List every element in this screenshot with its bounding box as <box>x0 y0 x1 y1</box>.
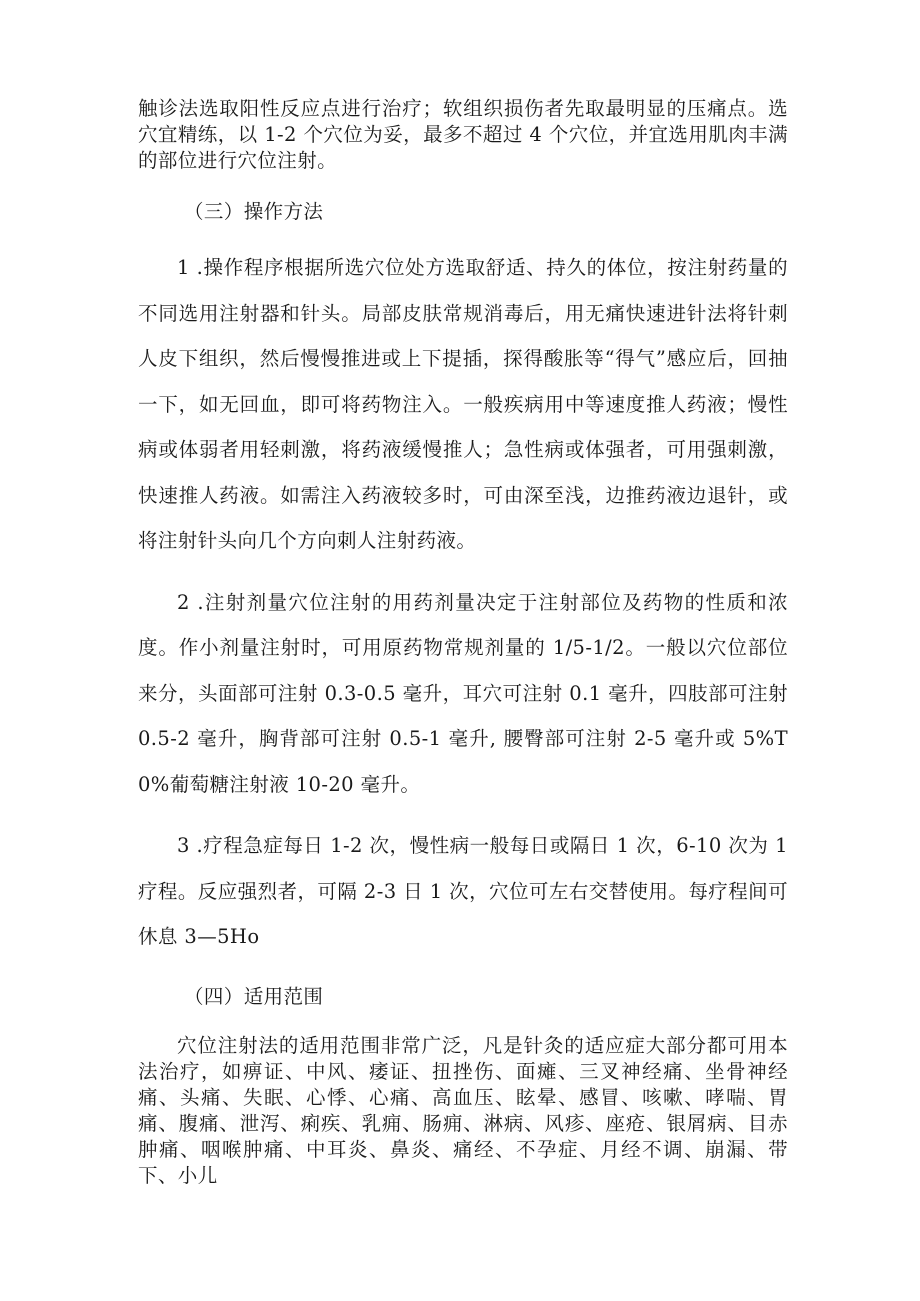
step-2-paragraph: 2 .注射剂量穴位注射的用药剂量决定于注射部位及药物的性质和浓度。作小剂量注射时，可用原药物常规剂量的 1/5-1/2。一般以穴位部位来分，头面部可注射 0.3-0.5 毫升，耳穴可注射 0.1 毫升，四肢部可注射 0.5-2 毫升，胸背部可注射 0.5-1 毫升, 腰臀部可注射 2-5 毫升或 5%T0%葡萄糖注射液 10-20 毫升。 <box>138 590 788 796</box>
step-3-paragraph: 3 .疗程急症每日 1-2 次，慢性病一般每日或隔日 1 次，6-10 次为 1 疗程。反应强烈者，可隔 2-3 日 1 次，穴位可左右交替使用。每疗程间可休息 3—5Ho <box>138 834 788 948</box>
scope-paragraph: 穴位注射法的适用范围非常广泛，凡是针灸的适应症大部分都可用本法治疗，如痹证、中风、痿证、扭挫伤、面瘫、三叉神经痛、坐骨神经痛、头痛、失眠、心悸、心痛、高血压、眩晕、感冒、咳嗽、哮喘、胃痛、腹痛、泄泻、痢疾、乳痈、肠痈、淋病、风疹、座疮、银屑病、目赤肿痛、咽喉肿痛、中耳炎、鼻炎、痛经、不孕症、月经不调、崩漏、带下、小儿 <box>138 1033 788 1187</box>
step-1-paragraph: 1 .操作程序根据所选穴位处方选取舒适、持久的体位，按注射药量的不同选用注射器和针头。局部皮肤常规消毒后，用无痛快速进针法将针刺人皮下组织，然后慢慢推进或上下提插，探得酸胀等“得气”感应后，回抽一下，如无回血，即可将药物注入。一般疾病用中等速度推人药液；慢性病或体弱者用轻刺激，将药液缓慢推人；急性病或体强者，可用强刺激，快速推人药液。如需注入药液较多时，可由深至浅，边推药液边退针，或将注射针头向几个方向刺人注射药液。 <box>138 256 788 552</box>
section-heading-operation-method: （三）操作方法 <box>184 200 324 223</box>
intro-paragraph: 触诊法选取阳性反应点进行治疗；软组织损伤者先取最明显的压痛点。选穴宜精练，以 1-2 个穴位为妥，最多不超过 4 个穴位，并宜选用肌肉丰满的部位进行穴位注射。 <box>138 97 788 172</box>
document-page <box>138 96 788 1189</box>
section-heading-scope: （四）适用范围 <box>184 984 324 1008</box>
